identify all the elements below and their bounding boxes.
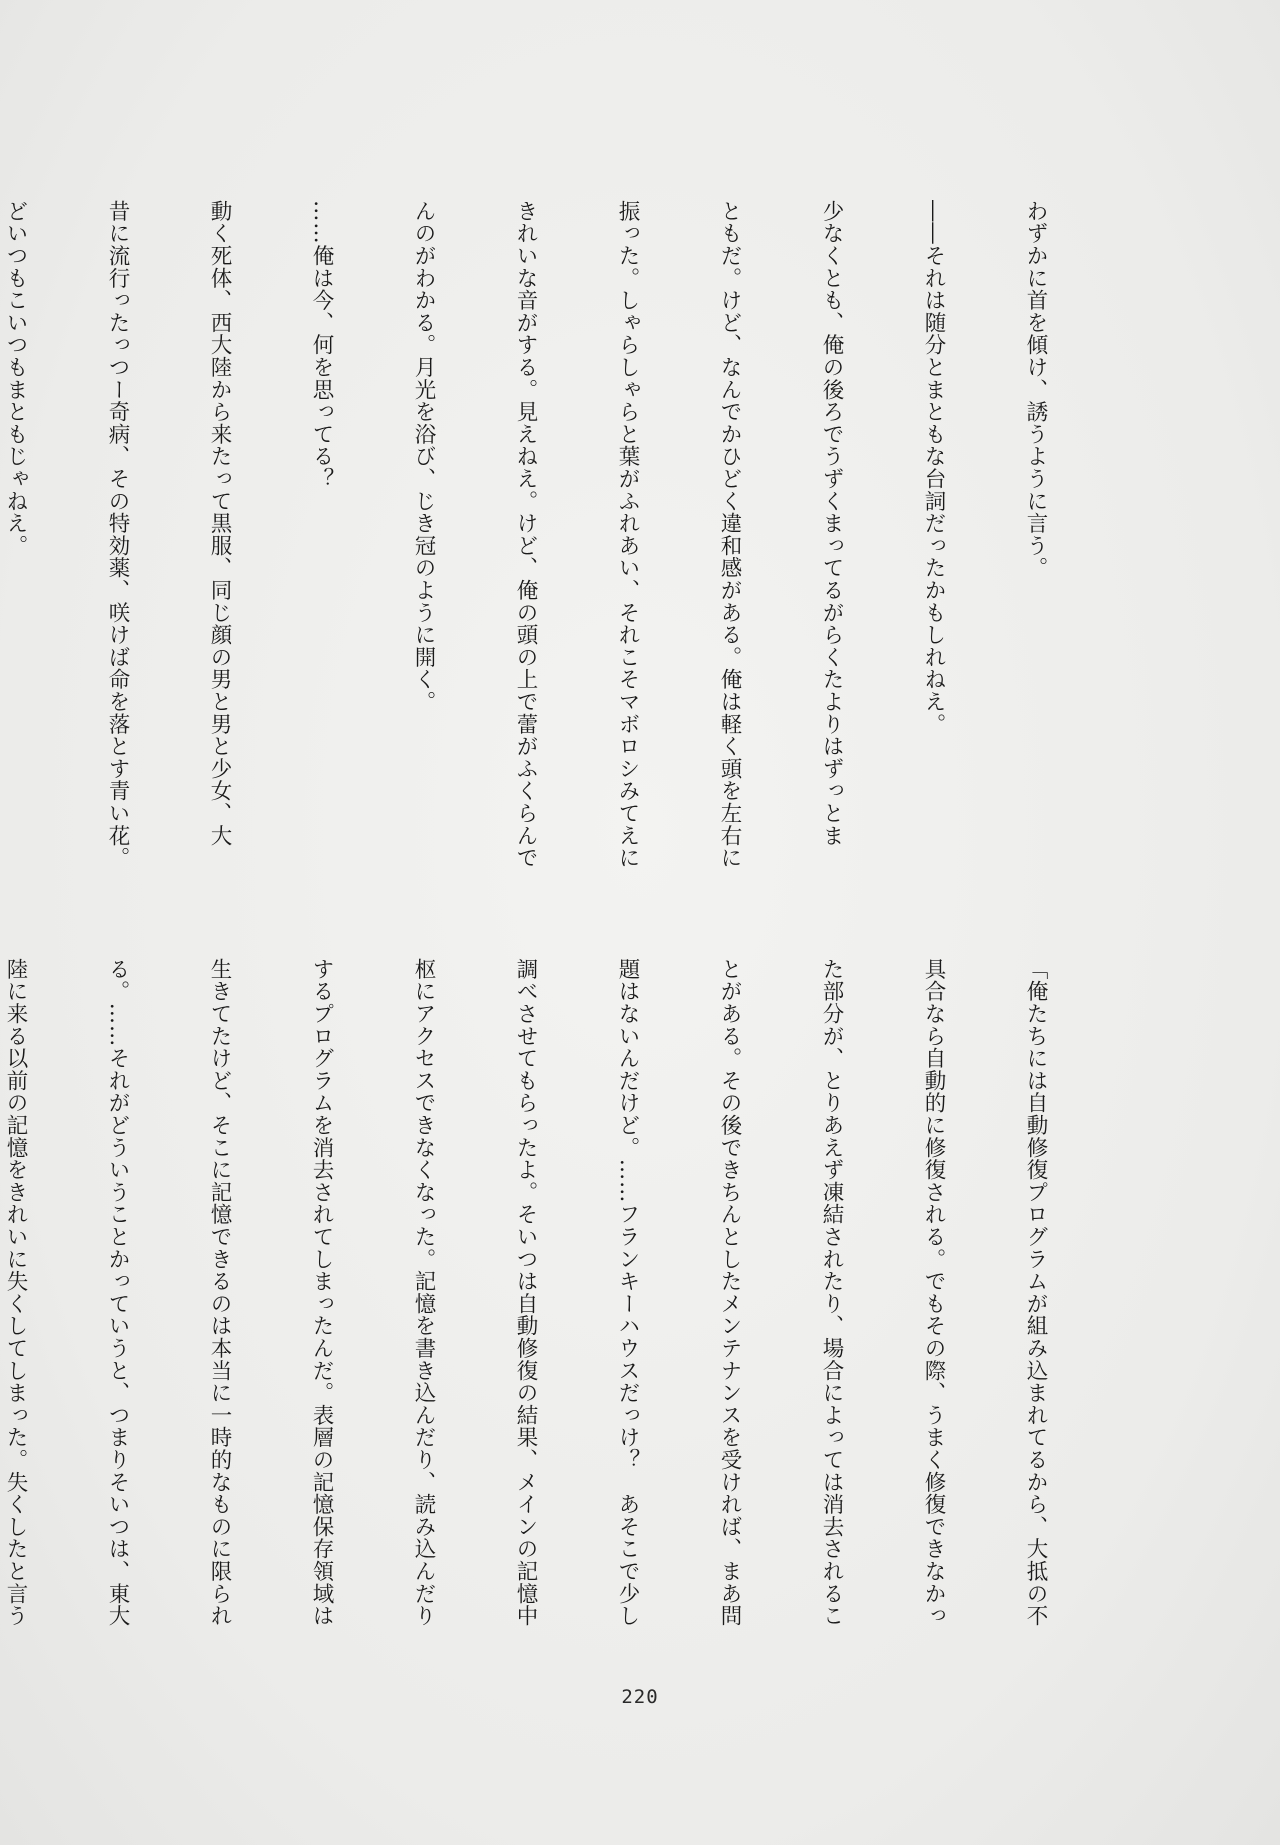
text-line: 題はないんだけど。……フランキーハウスだっけ？ あそこで少し — [615, 958, 640, 1627]
text-line: ……俺は今、何を思ってる？ — [309, 200, 334, 490]
top-text-block — [3, 200, 1120, 930]
text-line: 陸に来る以前の記憶をきれいに失くしてしまった。失くしたと言う — [3, 958, 28, 1627]
bottom-text-block — [3, 958, 1120, 1670]
text-line: 振った。しゃらしゃらと葉がふれあい、それこそマボロシみてえに — [615, 200, 640, 869]
text-line: ともだ。けど、なんでかひどく違和感がある。俺は軽く頭を左右に — [717, 200, 742, 869]
text-line: 生きてたけど、そこに記憶できるのは本当に一時的なものに限られ — [207, 958, 232, 1627]
text-line: ――それは随分とまともな台詞だったかもしれねえ。 — [921, 200, 946, 736]
text-line: 少なくとも、俺の後ろでうずくまってるがらくたよりはずっとま — [819, 200, 844, 847]
text-line: わずかに首を傾け、誘うように言う。 — [1023, 200, 1048, 580]
text-line: 動く死体、西大陸から来たって黒服、同じ顔の男と男と少女、大 — [207, 200, 232, 847]
text-line: る。……それがどういうことかっていうと、つまりそいつは、東大 — [105, 958, 130, 1627]
text-line: 枢にアクセスできなくなった。記憶を書き込んだり、読み込んだり — [411, 958, 436, 1627]
text-line: きれいな音がする。見えねえ。けど、俺の頭の上で蕾がふくらんで — [513, 200, 538, 869]
text-line: 昔に流行ったっつー奇病、その特効薬、咲けば命を落とす青い花。 — [105, 200, 130, 869]
text-line: んのがわかる。月光を浴び、じき冠のように開く。 — [411, 200, 436, 713]
text-line: どいつもこいつもまともじゃねえ。 — [3, 200, 28, 557]
page-number: 220 — [621, 1686, 659, 1708]
text-line: た部分が、とりあえず凍結されたり、場合によっては消去されるこ — [819, 958, 844, 1627]
text-line: 具合なら自動的に修復される。でもその際、うまく修復できなかっ — [921, 958, 946, 1627]
text-line: するプログラムを消去されてしまったんだ。表層の記憶保存領域は — [309, 958, 334, 1627]
text-line: 「俺たちには自動修復プログラムが組み込まれてるから、大抵の不 — [1023, 958, 1048, 1627]
text-line: 調べさせてもらったよ。そいつは自動修復の結果、メインの記憶中 — [513, 958, 538, 1627]
text-line: とがある。その後できちんとしたメンテナンスを受ければ、まあ問 — [717, 958, 742, 1627]
